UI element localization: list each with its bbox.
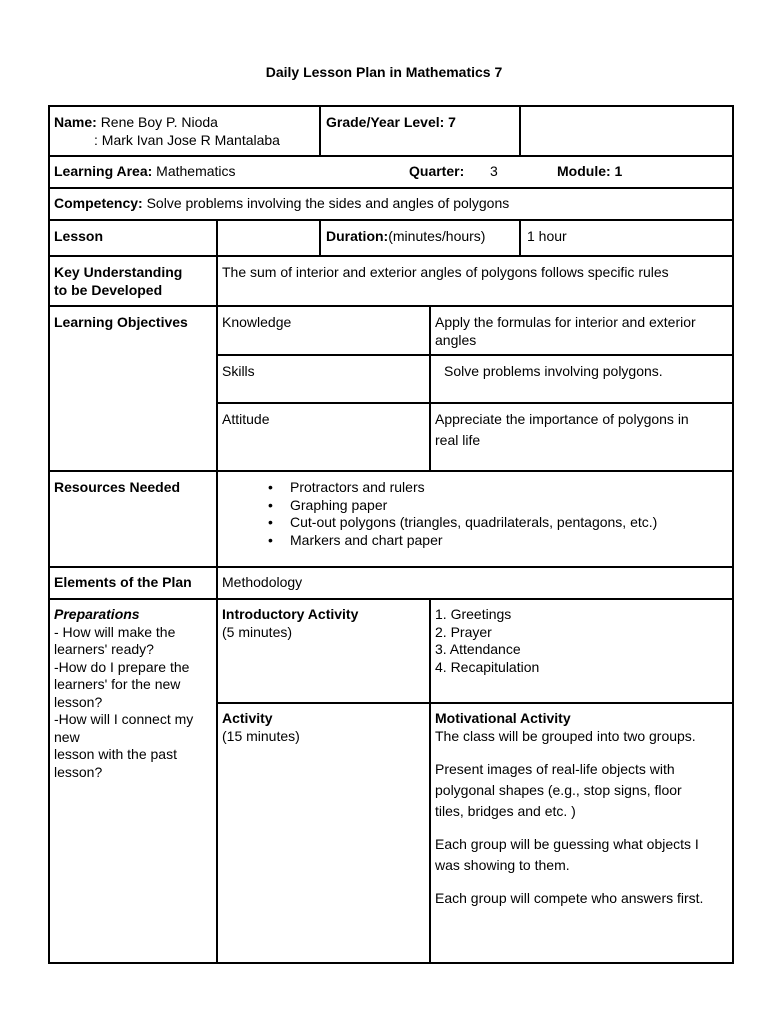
duration-unit: (minutes/hours) (388, 228, 486, 244)
quarter-value: 3 (490, 163, 498, 179)
key-understanding-label-2: to be Developed (54, 281, 163, 298)
intro-step: 1. Greetings (435, 606, 512, 622)
name-label: Name: (54, 114, 97, 130)
key-understanding-label-1: Key Understanding (54, 264, 183, 280)
key-understanding-row (48, 256, 734, 305)
preparations-line: - How will make the (54, 623, 176, 640)
learning-area-value: Mathematics (156, 163, 236, 179)
name-value-2: : Mark Ivan Jose R Mantalaba (94, 131, 280, 148)
knowledge-value-1: Apply the formulas for interior and exterior (435, 314, 696, 330)
para-2-line: Each group will be guessing what objects I (435, 836, 699, 852)
objective-skills (48, 355, 734, 402)
preparations-line: -How will I connect my (54, 711, 194, 727)
intro-step: 4. Recapitulation (435, 658, 540, 675)
preparations-line: lesson? (54, 693, 103, 710)
lesson-label: Lesson (54, 228, 104, 244)
motivational-activity (429, 703, 733, 962)
para-1-line: tiles, bridges and etc. ) (435, 803, 576, 819)
name-value-1: Rene Boy P. Nioda (100, 114, 218, 130)
learning-area-row (48, 156, 734, 187)
objective-attitude (48, 403, 734, 470)
para-1-line: polygonal shapes (e.g., stop signs, floor (435, 782, 682, 798)
resource-item: • Markers and chart paper (290, 532, 727, 550)
competency-value: Solve problems involving the sides and angles of polygons (146, 195, 510, 211)
document-title: Daily Lesson Plan in Mathematics 7 (265, 64, 503, 80)
resource-item: • Graphing paper (290, 497, 727, 515)
lesson-row (48, 220, 734, 255)
para-1-line: Present images of real-life objects with (435, 761, 675, 777)
header-row (48, 106, 734, 155)
knowledge-value-2: angles (435, 331, 477, 348)
resources-list (222, 479, 727, 549)
competency-row (48, 188, 734, 219)
elements-value: Methodology (222, 574, 303, 590)
preparations-line: learners' for the new (54, 676, 181, 692)
objective-knowledge (48, 306, 734, 354)
objectives-label: Learning Objectives (54, 314, 188, 330)
knowledge-label: Knowledge (222, 314, 292, 330)
learning-area-label: Learning Area: (54, 163, 153, 179)
skills-label: Skills (222, 363, 255, 379)
motivation-paragraph-3 (435, 888, 727, 909)
introductory-time: (5 minutes) (222, 623, 293, 640)
preparations-line: learners' ready? (54, 641, 154, 657)
preparations-title: Preparations (54, 606, 140, 622)
motivation-title: Motivational Activity (435, 710, 571, 726)
skills-value: Solve problems involving polygons. (444, 363, 663, 379)
resource-item: • Cut-out polygons (triangles, quadrilaterals, pentagons, etc.) (290, 514, 727, 532)
duration-label: Duration: (326, 228, 389, 244)
preparations-line: lesson? (54, 763, 103, 780)
module-label: Module: 1 (557, 163, 623, 179)
lesson-value (216, 220, 319, 255)
resources-label: Resources Needed (54, 479, 181, 495)
activity-title: Activity (222, 710, 273, 726)
motivation-paragraph-2 (435, 834, 727, 876)
duration-value: 1 hour (527, 228, 567, 244)
motivation-intro: The class will be grouped into two groups. (435, 727, 696, 744)
elements-label: Elements of the Plan (54, 574, 192, 590)
name-cell (48, 106, 319, 155)
resource-item: • Protractors and rulers (290, 479, 727, 497)
preparations-line: new (54, 728, 80, 745)
introductory-row (48, 599, 734, 702)
para-2-line: was showing to them. (435, 857, 570, 873)
attitude-value-1: Appreciate the importance of polygons in (435, 411, 689, 427)
key-understanding-value: The sum of interior and exterior angles of polygons follows specific rules (222, 264, 669, 280)
attitude-label: Attitude (222, 411, 270, 427)
quarter-label: Quarter: (409, 163, 465, 179)
introductory-title: Introductory Activity (222, 606, 359, 622)
intro-step: 2. Prayer (435, 623, 492, 640)
preparations-line: lesson with the past (54, 746, 177, 762)
grade-level: Grade/Year Level: 7 (326, 114, 456, 130)
para-3-line: Each group will compete who answers first. (435, 890, 704, 906)
attitude-value-2: real life (435, 432, 481, 448)
activity-row (48, 703, 734, 962)
activity-time: (15 minutes) (222, 727, 300, 744)
intro-step: 3. Attendance (435, 641, 521, 657)
elements-row (48, 567, 734, 598)
preparations-line: -How do I prepare the (54, 658, 190, 675)
resources-row (48, 471, 734, 566)
motivation-paragraph-1 (435, 759, 727, 822)
introductory-steps (429, 599, 733, 702)
competency-label: Competency: (54, 195, 143, 211)
